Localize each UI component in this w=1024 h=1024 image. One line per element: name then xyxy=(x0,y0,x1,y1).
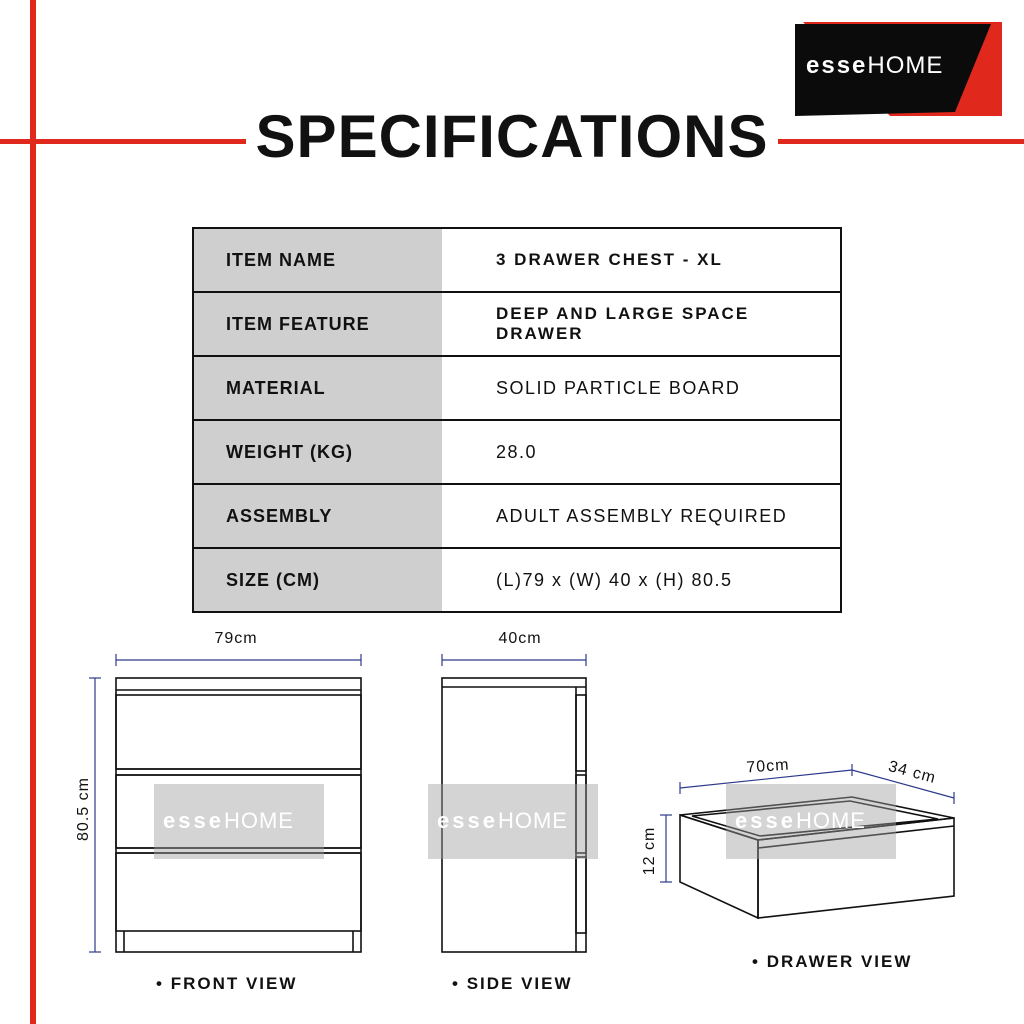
side-view-caption-text: SIDE VIEW xyxy=(466,974,573,993)
spec-value: 3 DRAWER CHEST - XL xyxy=(442,228,841,292)
watermark-front-light: HOME xyxy=(223,808,294,833)
front-view-caption: • FRONT VIEW xyxy=(156,974,298,993)
spec-value: ADULT ASSEMBLY REQUIRED xyxy=(442,484,841,548)
brand-logo xyxy=(806,52,976,80)
spec-table xyxy=(192,227,842,613)
watermark-drawer-text xyxy=(735,808,866,834)
spec-label: MATERIAL xyxy=(193,356,442,420)
spec-label: ITEM FEATURE xyxy=(193,292,442,356)
watermark-drawer-bold: esse xyxy=(735,808,796,833)
spec-row xyxy=(193,548,841,612)
front-width-label: 79cm xyxy=(214,630,258,647)
spec-row xyxy=(193,484,841,548)
watermark-side-text xyxy=(437,808,568,834)
watermark-side-bold: esse xyxy=(437,808,498,833)
brand-logo-bold: esse xyxy=(806,52,868,79)
spec-label: ITEM NAME xyxy=(193,228,442,292)
watermark-front-text xyxy=(163,808,294,834)
spec-value: 28.0 xyxy=(442,420,841,484)
side-depth-label: 40cm xyxy=(498,630,542,647)
front-height-label: 80.5 cm xyxy=(75,777,92,841)
watermark-side-light: HOME xyxy=(497,808,568,833)
drawer-view-caption-text: DRAWER VIEW xyxy=(766,952,913,971)
spec-row xyxy=(193,292,841,356)
spec-value: (L)79 x (W) 40 x (H) 80.5 xyxy=(442,548,841,612)
spec-value: DEEP AND LARGE SPACE DRAWER xyxy=(442,292,841,356)
spec-row xyxy=(193,420,841,484)
watermark-drawer-light: HOME xyxy=(795,808,866,833)
drawer-depth-label: 34 cm xyxy=(886,758,938,788)
side-view-caption: • SIDE VIEW xyxy=(452,974,573,993)
drawer-width-label: 70cm xyxy=(745,756,791,777)
drawer-view-caption: • DRAWER VIEW xyxy=(752,952,913,971)
spec-label: ASSEMBLY xyxy=(193,484,442,548)
spec-table-body xyxy=(193,228,841,612)
spec-row xyxy=(193,356,841,420)
watermark-front-bold: esse xyxy=(163,808,224,833)
brand-logo-light: HOME xyxy=(867,52,944,79)
spec-value: SOLID PARTICLE BOARD xyxy=(442,356,841,420)
page-title-text: SPECIFICATIONS xyxy=(246,103,779,170)
front-view-caption-text: FRONT VIEW xyxy=(170,974,298,993)
spec-label: SIZE (CM) xyxy=(193,548,442,612)
drawer-height-label: 12 cm xyxy=(641,826,658,876)
spec-row xyxy=(193,228,841,292)
spec-label: WEIGHT (KG) xyxy=(193,420,442,484)
page-title xyxy=(0,102,1024,171)
